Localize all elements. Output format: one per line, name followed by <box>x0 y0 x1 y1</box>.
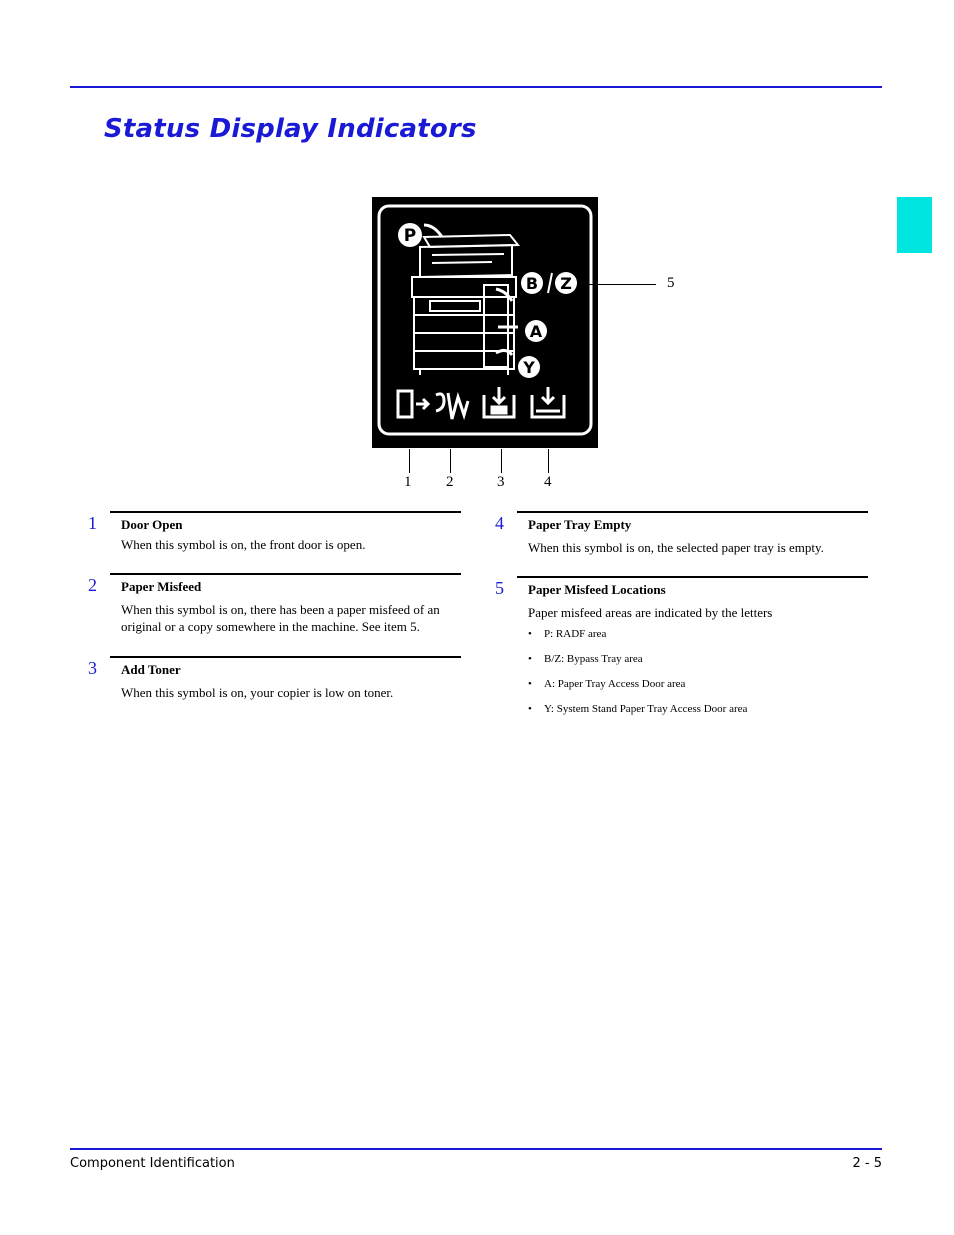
location-letter-p <box>398 223 422 247</box>
callout-number-4: 4 <box>544 474 552 490</box>
section-text: When this symbol is on, your copier is low on toner. <box>121 685 394 700</box>
section-heading: Door Open <box>121 517 183 532</box>
header-rule <box>70 86 882 88</box>
location-letter-y <box>518 356 540 378</box>
section-heading: Paper Tray Empty <box>528 517 632 532</box>
section-heading: Paper Misfeed Locations <box>528 582 666 597</box>
callout-number-3: 3 <box>497 474 505 490</box>
footer-page-number: 2 - 5 <box>852 1156 882 1171</box>
location-letter-z <box>555 272 577 294</box>
callout-line-2 <box>450 449 451 473</box>
section-number: 4 <box>495 513 504 533</box>
callout-line-1 <box>409 449 410 473</box>
status-display-illustration <box>372 197 598 448</box>
section-number: 5 <box>495 578 504 598</box>
location-letter-a <box>525 320 547 342</box>
callout-number-1: 1 <box>404 474 412 490</box>
misfeed-location-list <box>528 628 747 728</box>
section-rule <box>110 511 461 513</box>
section-rule <box>517 576 868 578</box>
section-number: 3 <box>88 658 97 678</box>
callout-line-5 <box>584 284 656 285</box>
chapter-tab <box>897 197 932 253</box>
callout-line-3 <box>501 449 502 473</box>
status-display-panel <box>372 197 598 448</box>
callout-line-4 <box>548 449 549 473</box>
section-rule <box>110 573 461 575</box>
list-item: • B/Z: Bypass Tray area <box>528 653 747 678</box>
page-title: Status Display Indicators <box>104 114 477 144</box>
section-text: Paper misfeed areas are indicated by the letters <box>528 605 773 620</box>
section-heading: Add Toner <box>121 662 181 677</box>
callout-number-2: 2 <box>446 474 454 490</box>
section-text: When this symbol is on, the front door is open. <box>121 537 366 552</box>
section-text: When this symbol is on, the selected paper tray is empty. <box>528 540 824 555</box>
callout-number-5: 5 <box>667 275 675 291</box>
section-rule <box>517 511 868 513</box>
location-letter-b <box>521 272 543 294</box>
footer-rule <box>70 1148 882 1150</box>
section-number: 2 <box>88 575 97 595</box>
list-item: • A: Paper Tray Access Door area <box>528 678 747 703</box>
svg-text:Y: Y <box>523 358 535 377</box>
svg-text:A: A <box>529 322 543 341</box>
svg-text:B: B <box>525 274 539 293</box>
list-item: • P: RADF area <box>528 628 747 653</box>
svg-text:P: P <box>403 226 417 246</box>
section-heading: Paper Misfeed <box>121 579 202 594</box>
svg-text:Z: Z <box>560 274 572 293</box>
section-rule <box>110 656 461 658</box>
list-item: • Y: System Stand Paper Tray Access Door area <box>528 703 747 728</box>
footer-chapter-title: Component Identification <box>70 1156 235 1171</box>
section-text: When this symbol is on, there has been a paper misfeed of an original or a copy somewhere in the machine. See item 5. <box>121 602 440 634</box>
section-number: 1 <box>88 513 97 533</box>
